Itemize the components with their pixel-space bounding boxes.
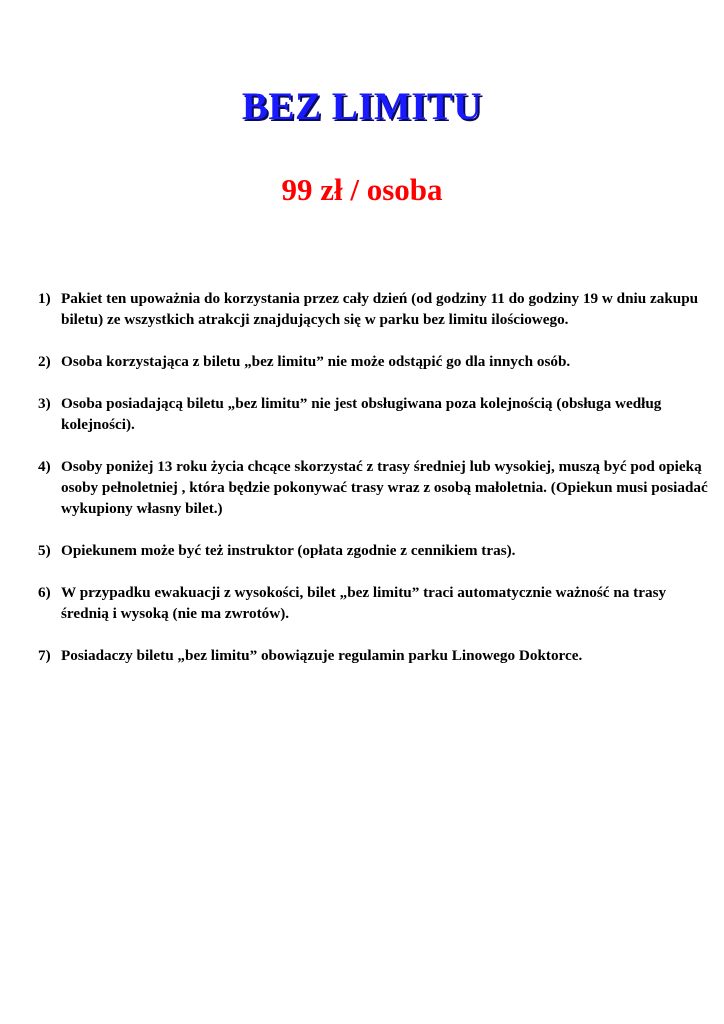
rule-item-5 xyxy=(38,540,712,561)
rule-text: Osoby poniżej 13 roku życia chcące skorzystać z trasy średniej lub wysokiej, muszą być pod opieką osoby pełnoletniej , która będzie pokonywać trasy wraz z osobą małoletnia. (Opiekun musi posiadać wykupiony własny bilet.) xyxy=(61,458,708,517)
rule-item-1 xyxy=(38,288,712,330)
rule-item-7 xyxy=(38,645,712,666)
rule-text: Posiadaczy biletu „bez limitu” obowiązuje regulamin parku Linowego Doktorce. xyxy=(61,647,583,664)
page-title: BEZ LIMITU xyxy=(241,85,483,128)
rule-text: Osoba korzystająca z biletu „bez limitu” nie może odstąpić go dla innych osób. xyxy=(61,353,571,370)
rule-number: 6) xyxy=(38,584,51,601)
rule-number: 7) xyxy=(38,647,51,664)
rules-list xyxy=(38,288,712,687)
rule-item-2 xyxy=(38,351,712,372)
rule-text: Opiekunem może być też instruktor (opłata zgodnie z cennikiem tras). xyxy=(61,542,516,559)
rule-text: Pakiet ten upoważnia do korzystania przez cały dzień (od godziny 11 do godziny 19 w dniu zakupu biletu) ze wszystkich atrakcji znajdujących się w parku bez limitu ilościowego. xyxy=(61,290,699,328)
rule-item-3 xyxy=(38,393,712,435)
price-label: 99 zł / osoba xyxy=(281,172,443,207)
rule-number: 3) xyxy=(38,395,51,412)
rule-number: 1) xyxy=(38,290,51,307)
rule-item-6 xyxy=(38,582,712,624)
rule-number: 2) xyxy=(38,353,51,370)
rule-text: Osoba posiadającą biletu „bez limitu” nie jest obsługiwana poza kolejnością (obsługa według kolejności). xyxy=(61,395,662,433)
rule-text: W przypadku ewakuacji z wysokości, bilet „bez limitu” traci automatycznie ważność na trasy średnią i wysoką (nie ma zwrotów). xyxy=(61,584,667,622)
rule-number: 4) xyxy=(38,458,51,475)
rule-item-4 xyxy=(38,456,712,519)
rule-number: 5) xyxy=(38,542,51,559)
